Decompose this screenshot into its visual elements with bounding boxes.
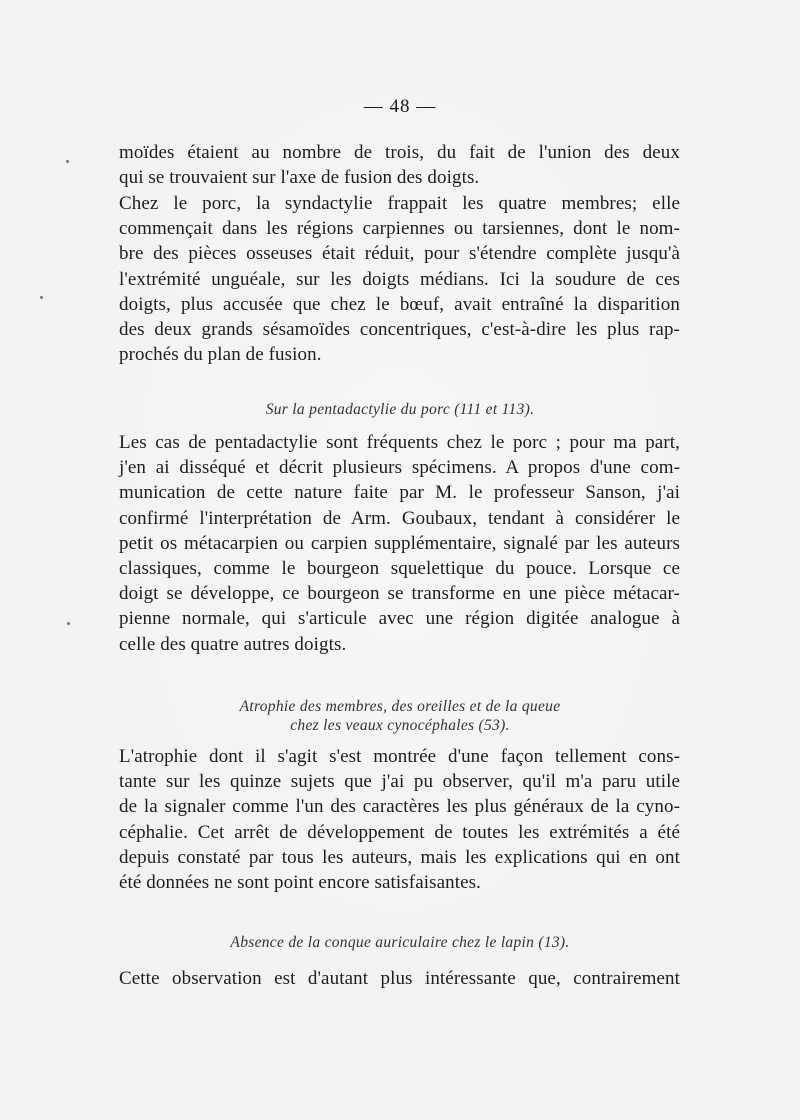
page-number: — 48 — [363, 96, 437, 117]
heading-line: Sur la pentadactylie du porc (111 et 113). [265, 401, 535, 418]
section-heading-pentadactylie [0, 400, 800, 419]
text-line: l'extrémité unguéale, sur les doigts médians. Ici la soudure de ces [119, 268, 680, 290]
scan-speck [67, 622, 70, 625]
text-line: classiques, comme le bourgeon squelettique du pouce. Lorsque ce [119, 557, 680, 579]
text-line: j'en ai disséqué et décrit plusieurs spécimens. A propos d'une com- [119, 457, 680, 479]
text-line: prochés du plan de fusion. [119, 344, 322, 366]
paragraph-atrophie [119, 744, 680, 895]
paragraph-continuation [119, 140, 680, 190]
section-heading-conque [0, 933, 800, 952]
heading-line: Atrophie des membres, des oreilles et de la queue [239, 698, 561, 715]
text-line: bre des pièces osseuses était réduit, pour s'étendre complète jusqu'à [119, 243, 680, 265]
text-line: Chez le porc, la syndactylie frappait les quatre membres; elle [119, 193, 680, 214]
text-line: munication de cette nature faite par M. le professeur Sanson, j'ai [119, 482, 680, 504]
text-line: doigts, plus accusée que chez le bœuf, avait entraîné la disparition [119, 293, 680, 315]
text-line: pienne normale, qui s'articule avec une région digitée analogue à [119, 608, 680, 630]
paragraph-pentadactylie [119, 430, 680, 657]
paragraph-conque [119, 966, 680, 991]
text-line: petit os métacarpien ou carpien supplémentaire, signalé par les auteurs [119, 532, 680, 554]
text-line: céphalie. Cet arrêt de développement de toutes les extrémités a été [119, 821, 680, 843]
scan-speck [40, 296, 43, 299]
text-line: Les cas de pentadactylie sont fréquents chez le porc ; pour ma part, [119, 432, 680, 453]
text-line: moïdes étaient au nombre de trois, du fait de l'union des deux [119, 142, 680, 163]
text-line: été données ne sont point encore satisfaisantes. [119, 871, 481, 893]
text-line: de la signaler comme l'un des caractères les plus généraux de la cyno- [119, 796, 680, 818]
text-line: commençait dans les régions carpiennes ou tarsiennes, dont le nom- [119, 218, 680, 240]
paragraph-porc-syndactylie [119, 191, 680, 367]
text-line: confirmé l'interprétation de Arm. Goubaux, tendant à considérer le [119, 507, 680, 529]
text-line: L'atrophie dont il s'agit s'est montrée d'une façon tellement cons- [119, 746, 680, 767]
text-line: qui se trouvaient sur l'axe de fusion des doigts. [119, 167, 480, 189]
heading-line: chez les veaux cynocéphales (53). [290, 717, 510, 734]
text-line: doigt se développe, ce bourgeon se transforme en une pièce métacar- [119, 583, 680, 605]
section-heading-atrophie [0, 697, 800, 735]
text-line: celle des quatre autres doigts. [119, 633, 347, 655]
text-line: depuis constaté par tous les auteurs, mais les explications qui en ont [119, 846, 680, 868]
text-line: tante sur les quinze sujets que j'ai pu observer, qu'il m'a paru utile [119, 771, 680, 793]
text-line: des deux grands sésamoïdes concentriques, c'est-à-dire les plus rap- [119, 318, 680, 340]
text-line: Cette observation est d'autant plus intéressante que, contrairement [119, 968, 680, 989]
heading-line: Absence de la conque auriculaire chez le lapin (13). [230, 934, 570, 951]
scan-speck [66, 160, 69, 163]
